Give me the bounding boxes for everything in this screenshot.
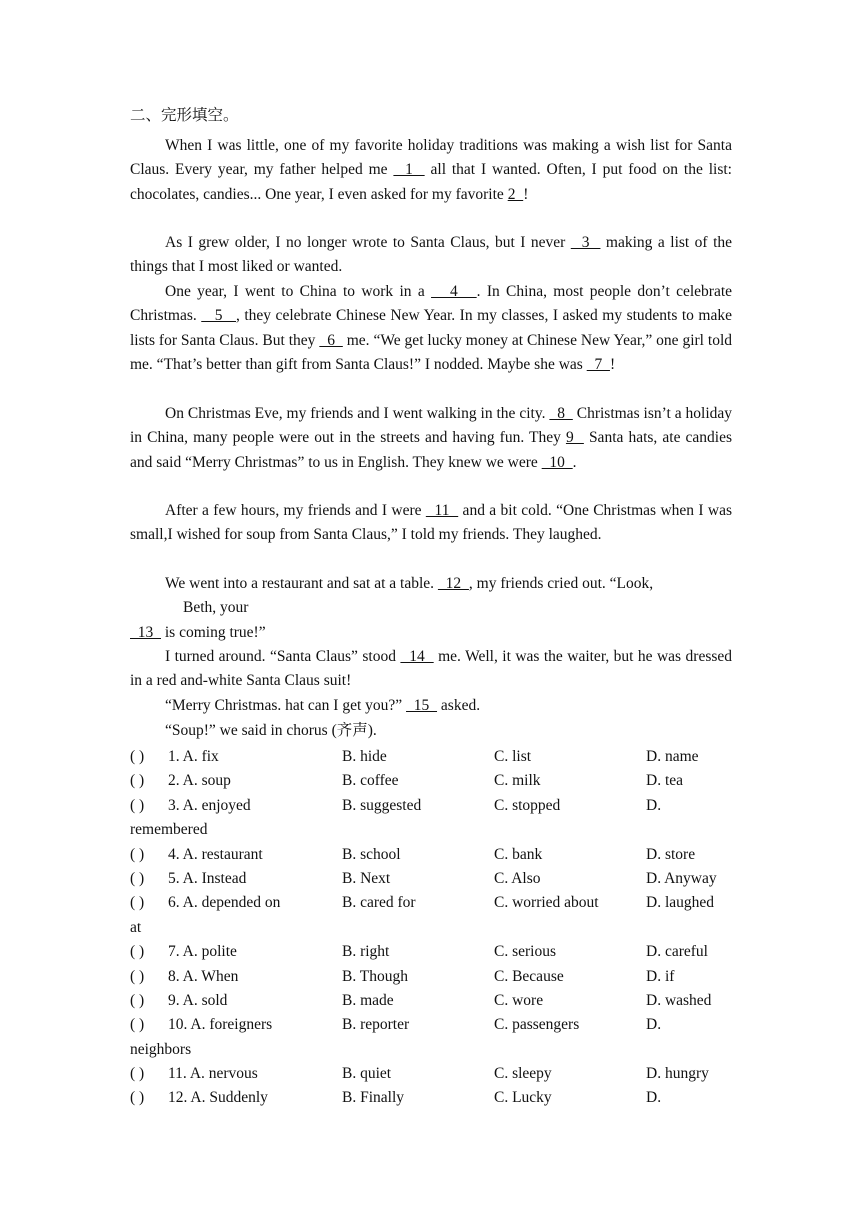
passage-text: . — [572, 453, 577, 471]
blank-7: 7 — [586, 356, 610, 374]
blank-14: 14 — [400, 648, 434, 665]
answer-bracket[interactable]: ( ) — [130, 967, 145, 985]
passage-text: When I was little, one of my favorite holiday traditions was making a wish list for Santa Claus. Every year, my father helped me — [130, 137, 732, 179]
option-d-wrap: remembered — [130, 821, 208, 839]
option-c: C. list — [494, 748, 532, 765]
option-b: B. Finally — [342, 1089, 405, 1107]
option-b: B. hide — [342, 748, 387, 765]
blank-10: 10 — [541, 453, 573, 471]
question-row — [130, 794, 750, 818]
question-row — [130, 867, 750, 891]
passage-text: I turned around. “Santa Claus” stood — [165, 648, 401, 665]
passage-paragraph-2 — [130, 231, 732, 280]
answer-bracket[interactable]: ( ) — [130, 991, 145, 1009]
answer-bracket[interactable]: ( ) — [130, 772, 145, 790]
option-a: 1. A. fix — [168, 748, 219, 765]
blank-2: 2 — [507, 185, 524, 203]
option-d: D. store — [646, 845, 696, 863]
option-b: B. cared for — [342, 894, 416, 912]
option-d-wrap: at — [130, 918, 142, 936]
option-d: D. name — [646, 748, 699, 765]
passage-text: asked. — [437, 697, 481, 714]
question-row — [130, 745, 750, 769]
passage-paragraph-5 — [130, 499, 732, 548]
question-row — [130, 965, 750, 989]
option-c: C. worried about — [494, 894, 599, 912]
option-d: D. hungry — [646, 1065, 709, 1083]
passage-text: “Merry Christmas. hat can I get you?” — [165, 697, 407, 714]
option-b: B. right — [342, 943, 390, 961]
option-d: D. — [646, 1016, 662, 1034]
passage-text: me. Well, it was the waiter, but he was dressed in a red and-white Santa Claus suit! — [130, 648, 733, 690]
passage-paragraph-6 — [130, 572, 732, 621]
passage-text: After a few hours, my friends and I were — [165, 502, 426, 519]
option-d: D. careful — [646, 943, 708, 961]
option-c: C. Because — [494, 967, 564, 985]
option-a: 5. A. Instead — [168, 869, 247, 887]
option-c: C. milk — [494, 772, 541, 790]
question-row — [130, 769, 750, 793]
option-c: C. serious — [494, 943, 556, 961]
option-a: 10. A. foreigners — [168, 1016, 273, 1034]
blank-1: 1 — [393, 161, 425, 179]
answer-bracket[interactable]: ( ) — [130, 1016, 145, 1034]
blank-8: 8 — [549, 405, 573, 422]
question-row — [130, 843, 750, 867]
option-a: 6. A. depended on — [168, 894, 281, 912]
option-d: D. — [646, 1089, 662, 1107]
passage-text: me. “We get lucky money at Chinese New Year,” one girl told me. “That’s better than gift from Santa Claus!” I nodded. Maybe she was — [130, 331, 733, 374]
question-row — [130, 940, 750, 964]
passage-text: making a list of the things that I most liked or wanted. — [130, 234, 733, 276]
passage-text: Christmas isn’t a holiday in China, many people were out in the streets and having fun. They — [130, 405, 733, 447]
option-c: C. sleepy — [494, 1065, 552, 1083]
option-c: C. Also — [494, 869, 541, 887]
blank-12: 12 — [437, 575, 469, 592]
option-a: 2. A. soup — [168, 772, 231, 790]
blank-15: 15 — [406, 697, 438, 714]
passage-text: all that I wanted. Often, I put food on the list: chocolates, candies... One year, I even asked for my favorite — [130, 161, 732, 203]
passage-paragraph-6-continued — [130, 621, 266, 645]
option-d: D. tea — [646, 772, 684, 790]
blank-11: 11 — [425, 502, 459, 519]
passage-text: One year, I went to China to work in a — [165, 283, 432, 300]
passage-text: is coming true!” — [161, 624, 266, 641]
option-b: B. quiet — [342, 1065, 392, 1083]
passage-text: On Christmas Eve, my friends and I went walking in the city. — [165, 405, 550, 422]
option-a: 3. A. enjoyed — [168, 796, 251, 814]
passage-text: ! — [609, 356, 616, 374]
blank-6: 6 — [319, 331, 343, 349]
passage-text: We went into a restaurant and sat at a table. — [165, 575, 438, 592]
passage-text: , my friends cried out. “Look, — [468, 575, 654, 592]
question-row — [130, 989, 750, 1013]
option-c: C. wore — [494, 991, 544, 1009]
passage-line — [130, 572, 732, 596]
option-a: 7. A. polite — [168, 943, 237, 961]
answer-bracket[interactable]: ( ) — [130, 845, 145, 863]
passage-text: ! — [523, 185, 529, 203]
passage-text: As I grew older, I no longer wrote to Santa Claus, but I never — [165, 234, 571, 251]
passage-line: Beth, your — [183, 599, 249, 617]
option-b: B. suggested — [342, 796, 422, 814]
blank-3: 3 — [570, 234, 601, 251]
option-d: D. if — [646, 967, 675, 985]
option-c: C. bank — [494, 845, 543, 863]
question-row — [130, 1086, 750, 1110]
passage-text: and a bit cold. “One Christmas when I was small,I wished for soup from Santa Claus,” I told my friends. They laughed. — [130, 502, 732, 544]
question-options-list — [130, 745, 750, 1111]
passage-paragraph-7 — [130, 645, 732, 694]
answer-bracket[interactable]: ( ) — [130, 1089, 145, 1107]
option-d: D. — [646, 796, 662, 814]
option-a: 9. A. sold — [168, 991, 228, 1009]
option-a: 12. A. Suddenly — [168, 1089, 268, 1107]
blank-13: 13 — [130, 624, 161, 641]
question-row — [130, 891, 750, 915]
passage-paragraph-9: “Soup!” we said in chorus (齐声). — [165, 722, 377, 739]
answer-bracket[interactable]: ( ) — [130, 894, 145, 912]
option-d: D. washed — [646, 991, 712, 1009]
passage-text: , they celebrate Chinese New Year. In my classes, I asked my students to make lists for Santa Claus. But they — [130, 307, 732, 349]
question-row — [130, 1062, 750, 1086]
option-a: 4. A. restaurant — [168, 845, 263, 863]
option-b: B. reporter — [342, 1016, 410, 1034]
passage-text: . In China, most people don’t celebrate Christmas. — [130, 283, 733, 325]
passage-paragraph-8 — [165, 694, 480, 718]
answer-bracket[interactable]: ( ) — [130, 748, 145, 765]
answer-bracket[interactable]: ( ) — [130, 1065, 145, 1083]
option-d: D. Anyway — [646, 869, 717, 887]
passage-paragraph-1 — [130, 134, 732, 207]
option-b: B. Next — [342, 869, 391, 887]
blank-4: 4 — [431, 283, 477, 300]
option-b: B. school — [342, 845, 401, 863]
blank-9: 9 — [565, 429, 584, 447]
option-b: B. made — [342, 991, 394, 1009]
option-c: C. stopped — [494, 796, 561, 814]
passage-paragraph-4 — [130, 402, 732, 475]
option-a: 11. A. nervous — [168, 1065, 258, 1083]
question-row — [130, 1013, 750, 1037]
option-d: D. laughed — [646, 894, 715, 912]
passage-paragraph-3 — [130, 280, 732, 378]
passage-text: Santa hats, ate candies and said “Merry Christmas” to us in English. They knew we were — [130, 429, 733, 471]
option-b: B. Though — [342, 967, 409, 985]
option-d-wrap: neighbors — [130, 1040, 192, 1058]
option-b: B. coffee — [342, 772, 399, 790]
blank-5: 5 — [201, 307, 236, 325]
answer-bracket[interactable]: ( ) — [130, 796, 145, 814]
answer-bracket[interactable]: ( ) — [130, 943, 145, 961]
option-a: 8. A. When — [168, 967, 239, 985]
option-c: C. passengers — [494, 1016, 580, 1034]
answer-bracket[interactable]: ( ) — [130, 869, 145, 887]
option-c: C. Lucky — [494, 1089, 552, 1107]
section-heading: 二、完形填空。 — [130, 107, 239, 124]
